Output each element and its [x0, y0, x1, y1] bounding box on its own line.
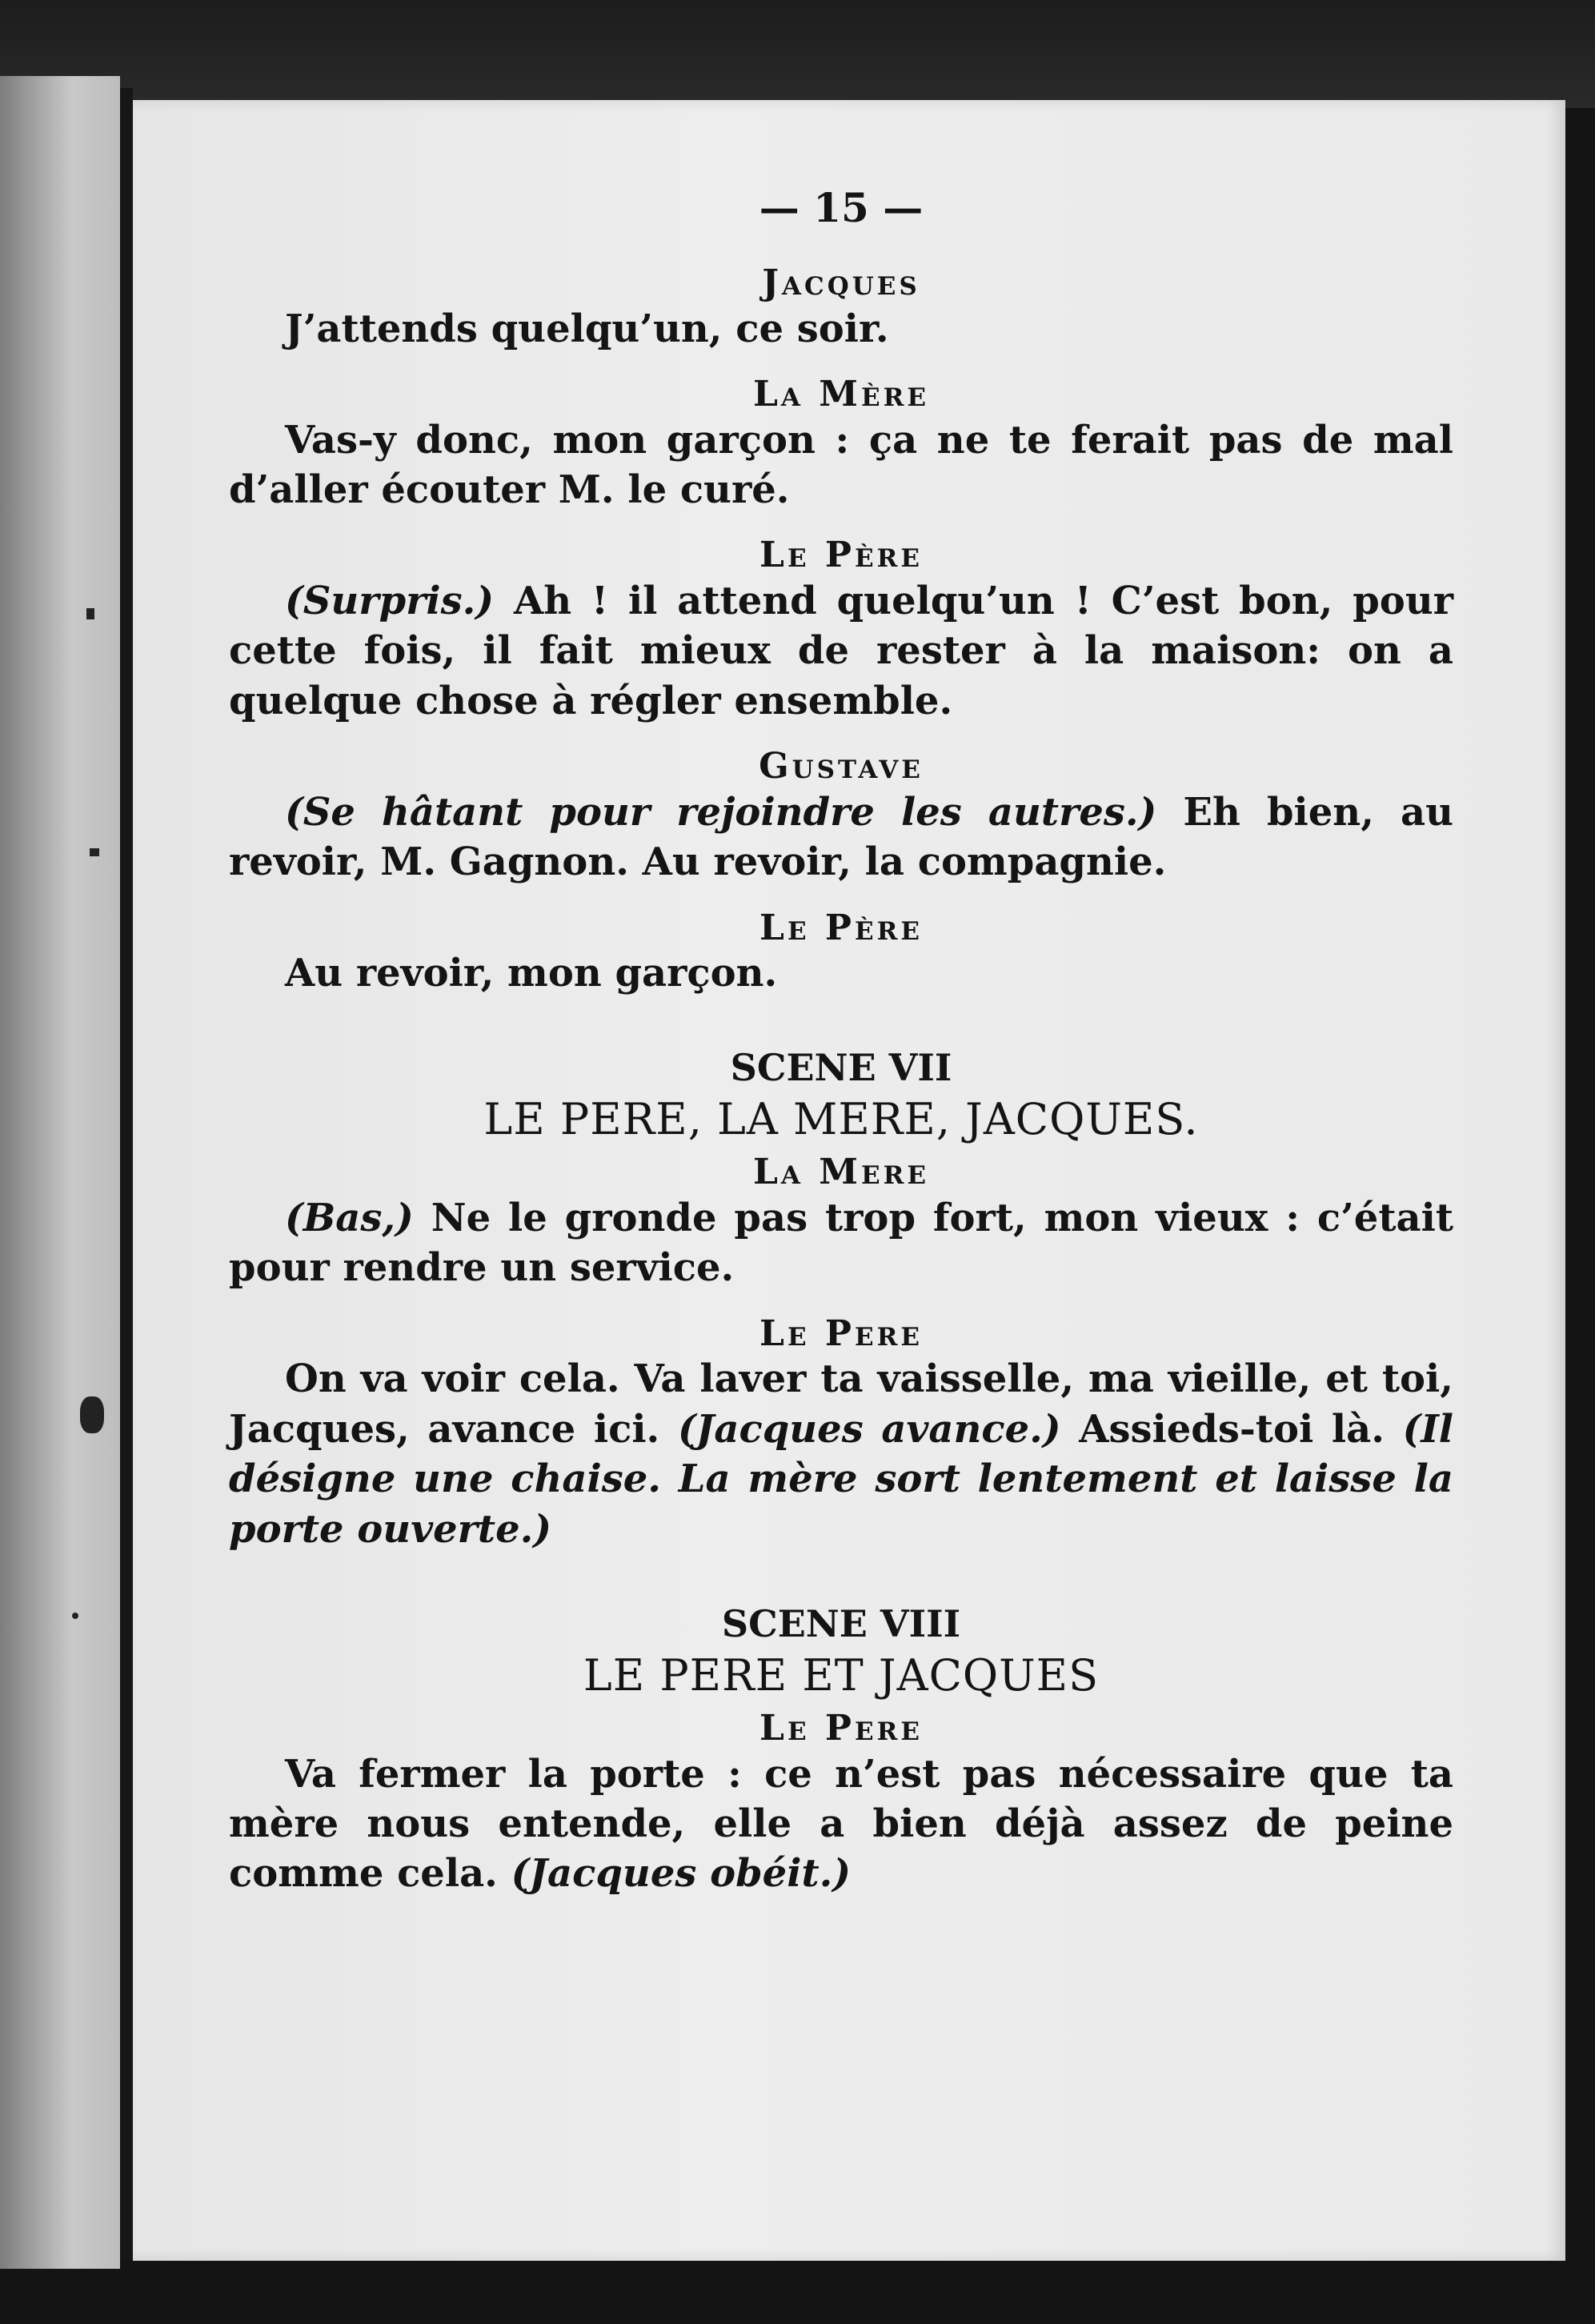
stage-direction: (Bas,)	[285, 1196, 414, 1241]
scene-cast: LE PERE, LA MERE, JACQUES.	[483, 1094, 1199, 1145]
speaker-name: Le Pere	[759, 1312, 923, 1354]
dialogue-line	[229, 576, 1453, 726]
ink-speck	[90, 848, 99, 856]
stage-direction: (Surpris.)	[285, 578, 495, 623]
stage-direction: (Il désigne une chaise. La mère sort lentement et laisse la porte ouverte.)	[229, 1406, 1454, 1552]
dialogue-text: On va voir cela. Va laver ta vaisselle, ma vieille, et toi, Jacques, avance ici.	[229, 1356, 1453, 1452]
ink-blot	[80, 1396, 104, 1433]
ink-speck	[86, 608, 94, 619]
page-number: — 15 —	[759, 184, 924, 231]
dialogue-text: Vas-y donc, mon garçon : ça ne te ferait pas de mal d’aller écouter M. le curé.	[229, 417, 1453, 512]
dialogue-text: Ah ! il attend quelqu’un ! C’est bon, pour cette fois, il fait mieux de rester à la maison: on a quelque chose à régler ensemble.	[229, 578, 1454, 723]
speaker-name: Gustave	[759, 746, 924, 787]
scan-background-top	[0, 0, 1595, 108]
dialogue-text: Assieds-toi là.	[1079, 1406, 1385, 1452]
speaker-name: Le Père	[759, 907, 923, 948]
stage-direction: (Se hâtant pour rejoindre les autres.)	[285, 789, 1157, 835]
page-content	[229, 184, 1453, 1920]
scene-heading: SCENE VIII	[721, 1602, 961, 1646]
dialogue-text: Va fermer la porte : ce n’est pas nécessaire que ta mère nous entende, elle a bien déjà assez de peine comme cela.	[229, 1751, 1453, 1897]
dialogue-text: J’attends quelqu’un, ce soir.	[285, 306, 889, 351]
stage-direction: (Jacques obéit.)	[511, 1851, 852, 1897]
scene-cast: LE PERE ET JACQUES	[583, 1650, 1100, 1701]
ink-speck	[72, 1613, 78, 1619]
speaker-name: Le Pere	[759, 1708, 923, 1749]
speaker-name: La Mère	[752, 373, 930, 415]
speaker-name: Jacques	[762, 262, 920, 303]
dialogue-line	[229, 1193, 1453, 1293]
dialogue-line	[229, 948, 1453, 998]
binding-shadow	[120, 88, 133, 2261]
facing-page-edge	[0, 76, 120, 2269]
dialogue-text: Ne le gronde pas trop fort, mon vieux : c’était pour rendre un service.	[229, 1196, 1453, 1291]
dialogue-line	[229, 304, 1453, 354]
scene-heading: SCENE VII	[730, 1046, 952, 1090]
dialogue-text: Eh bien, au revoir, M. Gagnon. Au revoir, la compagnie.	[229, 789, 1453, 885]
dialogue-line	[229, 415, 1453, 515]
dialogue-line	[229, 1354, 1453, 1554]
dialogue-line	[229, 787, 1453, 888]
speaker-name: Le Père	[759, 535, 923, 576]
stage-direction: (Jacques avance.)	[677, 1406, 1061, 1452]
dialogue-text: Au revoir, mon garçon.	[285, 951, 778, 996]
dialogue-line	[229, 1749, 1453, 1899]
speaker-name: La Mere	[752, 1152, 930, 1193]
book-page	[133, 100, 1565, 2261]
